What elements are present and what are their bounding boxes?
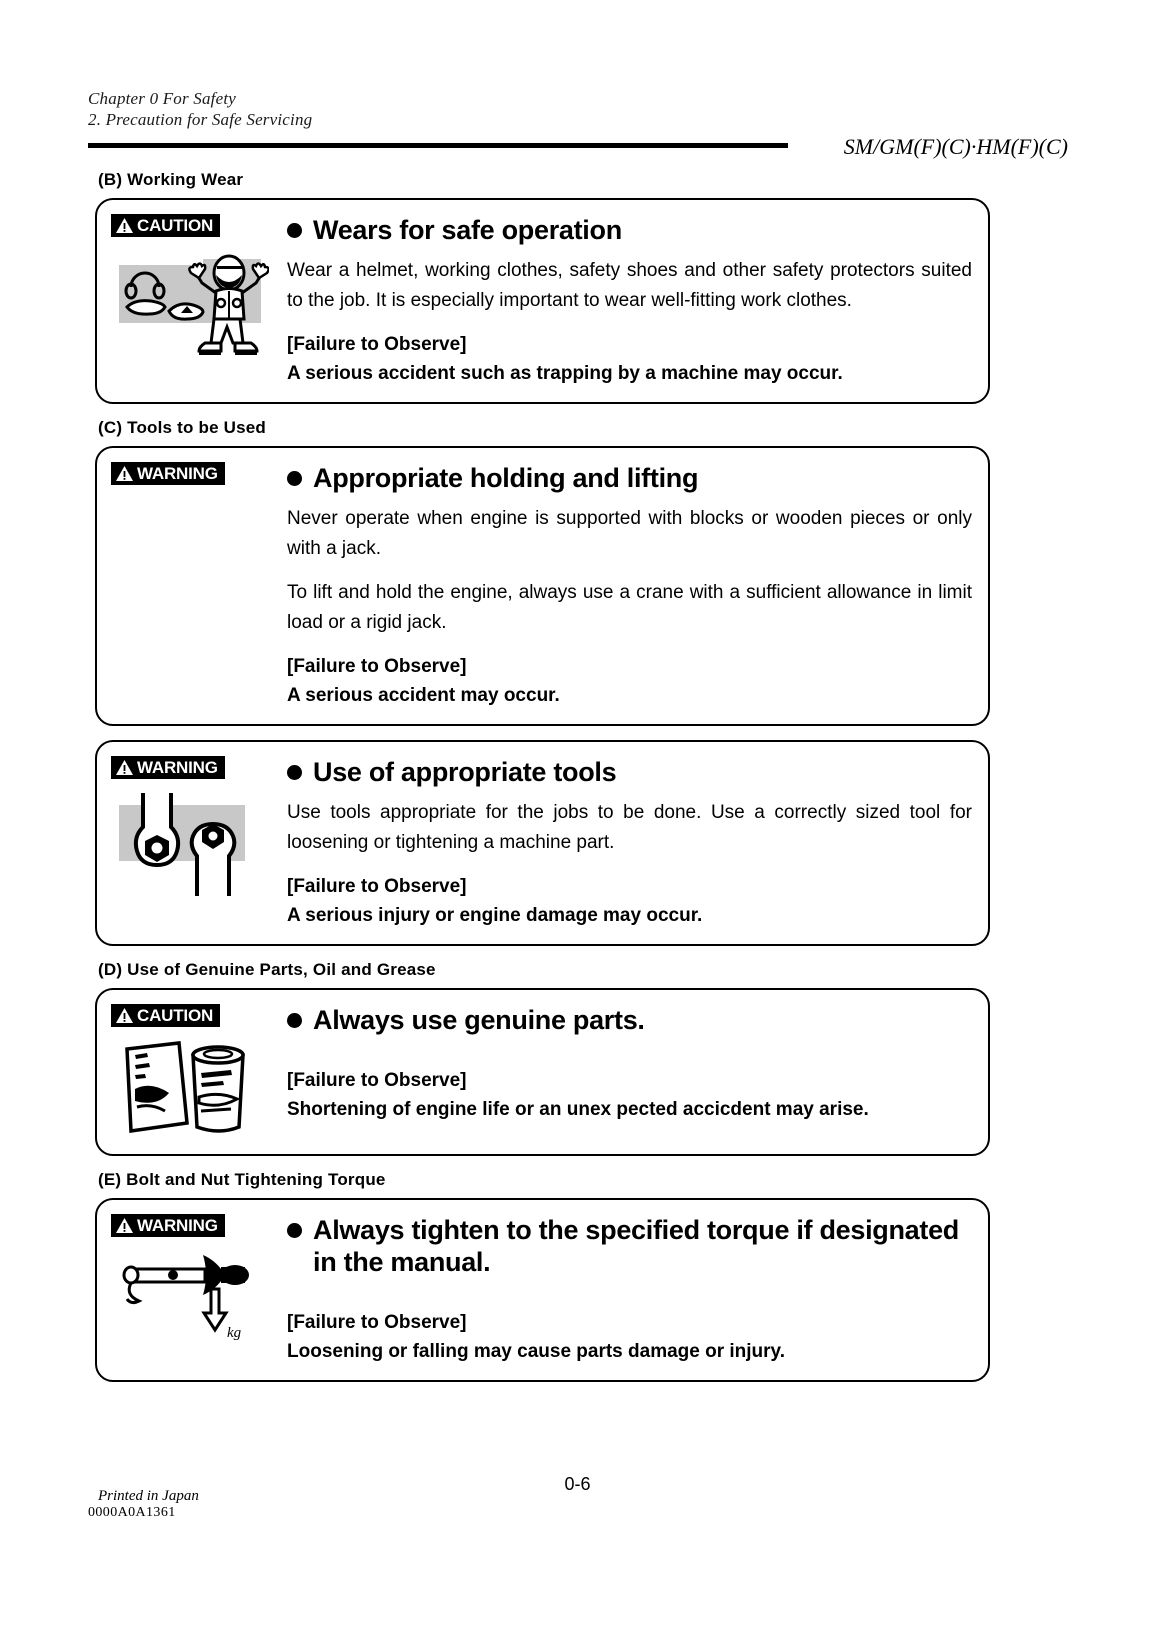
warning-badge <box>111 462 225 485</box>
failure-to-observe-text: A serious accident may occur. <box>287 685 560 706</box>
box-heading-row <box>287 462 972 494</box>
box-right-column <box>281 1004 972 1124</box>
box-left-column <box>111 1004 281 1140</box>
warning-badge <box>111 756 225 779</box>
box-right-column <box>281 756 972 930</box>
section-genuine-parts <box>95 960 990 1156</box>
bullet-icon <box>287 1223 302 1238</box>
failure-to-observe-label: [Failure to Observe] <box>287 1312 467 1333</box>
failure-to-observe-label: [Failure to Observe] <box>287 334 467 355</box>
section-label-e: (E) Bolt and Nut Tightening Torque <box>98 1170 386 1189</box>
page-content <box>95 170 990 1396</box>
header-chapter-line2: 2. Precaution for Safe Servicing <box>88 110 313 129</box>
caution-badge <box>111 214 220 237</box>
warning-triangle-icon <box>116 466 133 481</box>
warning-badge-label: WARNING <box>137 464 218 483</box>
box-right-column <box>281 1214 972 1366</box>
failure-to-observe-text: Loosening or falling may cause parts damage or injury. <box>287 1341 785 1362</box>
footer-imprint <box>88 1488 199 1521</box>
section-use-of-appropriate-tools <box>95 740 990 946</box>
header-chapter-line1: Chapter 0 For Safety <box>88 89 237 108</box>
genuine-parts-package-illustration <box>117 1039 257 1140</box>
failure-to-observe-text: A serious injury or engine damage may occur. <box>287 905 703 926</box>
section-label-d: (D) Use of Genuine Parts, Oil and Grease <box>98 960 436 979</box>
box-paragraph: Wear a helmet, working clothes, safety shoes and other safety protectors suited to the job. It is especially important to wear well-fitting work clothes. <box>287 260 972 311</box>
box-heading: Appropriate holding and lifting <box>313 463 699 493</box>
box-heading: Always tighten to the specified torque if designated in the manual. <box>313 1215 959 1277</box>
warning-badge <box>111 1214 225 1237</box>
box-left-column <box>111 214 281 366</box>
svg-text:kg: kg <box>227 1325 242 1341</box>
section-label-b: (B) Working Wear <box>98 170 244 189</box>
safety-box-appropriate-holding-and-lifting <box>95 446 990 726</box>
box-paragraph: Use tools appropriate for the jobs to be done. Use a correctly sized tool for loosening or tightening a machine part. <box>287 802 972 853</box>
section-bolt-nut-tightening-torque <box>95 1170 990 1382</box>
box-heading-row <box>287 1004 972 1036</box>
header-rule <box>88 143 788 148</box>
safety-box-always-use-genuine-parts <box>95 988 990 1156</box>
caution-badge-label: CAUTION <box>137 1006 214 1025</box>
section-working-wear <box>95 170 990 404</box>
caution-badge-label: CAUTION <box>137 216 214 235</box>
failure-to-observe-text: Shortening of engine life or an unex pected accicdent may arise. <box>287 1099 869 1120</box>
warning-badge-label: WARNING <box>137 1216 218 1235</box>
box-heading-row <box>287 1214 972 1278</box>
section-tools-to-be-used <box>95 418 990 726</box>
box-paragraph: Never operate when engine is supported with blocks or wooden pieces or only with a jack. <box>287 508 972 559</box>
failure-to-observe-label: [Failure to Observe] <box>287 876 467 897</box>
box-heading: Always use genuine parts. <box>313 1005 645 1035</box>
box-heading: Use of appropriate tools <box>313 757 617 787</box>
box-paragraph: To lift and hold the engine, always use a crane with a sufficient allowance in limit load or a rigid jack. <box>287 582 972 633</box>
box-left-column <box>111 756 281 901</box>
section-label-c: (C) Tools to be Used <box>98 418 267 437</box>
paragraph-spacer <box>287 1046 972 1066</box>
failure-to-observe-label: [Failure to Observe] <box>287 1070 467 1091</box>
box-right-column <box>281 214 972 388</box>
box-left-column <box>111 462 281 485</box>
header-chapter-lines <box>88 88 1068 130</box>
torque-wrench-illustration <box>117 1249 262 1349</box>
safety-box-tighten-to-specified-torque <box>95 1198 990 1382</box>
warning-badge-label: WARNING <box>137 758 218 777</box>
box-heading-row <box>287 756 972 788</box>
failure-to-observe-text: A serious accident such as trapping by a machine may occur. <box>287 363 843 384</box>
page-footer <box>0 1474 1155 1558</box>
safety-box-wears-for-safe-operation <box>95 198 990 404</box>
safety-wear-illustration <box>117 249 269 366</box>
box-heading-row <box>287 214 972 246</box>
bullet-icon <box>287 1013 302 1028</box>
warning-triangle-icon <box>116 1008 133 1023</box>
page-number: 0-6 <box>564 1474 591 1494</box>
bullet-icon <box>287 223 302 238</box>
box-left-column <box>111 1214 281 1349</box>
warning-triangle-icon <box>116 1218 133 1233</box>
bullet-icon <box>287 765 302 780</box>
box-heading: Wears for safe operation <box>313 215 622 245</box>
warning-triangle-icon <box>116 760 133 775</box>
caution-badge <box>111 1004 220 1027</box>
box-right-column <box>281 462 972 710</box>
header-model-code: SM/GM(F)(C)·HM(F)(C) <box>843 134 1068 159</box>
warning-triangle-icon <box>116 218 133 233</box>
header-rule-row <box>88 134 1068 160</box>
page-header <box>88 88 1068 160</box>
bullet-icon <box>287 471 302 486</box>
document-code: 0000A0A1361 <box>88 1505 176 1520</box>
printed-in-japan: Printed in Japan <box>98 1488 199 1504</box>
wrench-on-nut-illustration <box>117 791 257 901</box>
failure-to-observe-label: [Failure to Observe] <box>287 656 467 677</box>
paragraph-spacer <box>287 1288 972 1308</box>
safety-box-use-of-appropriate-tools <box>95 740 990 946</box>
